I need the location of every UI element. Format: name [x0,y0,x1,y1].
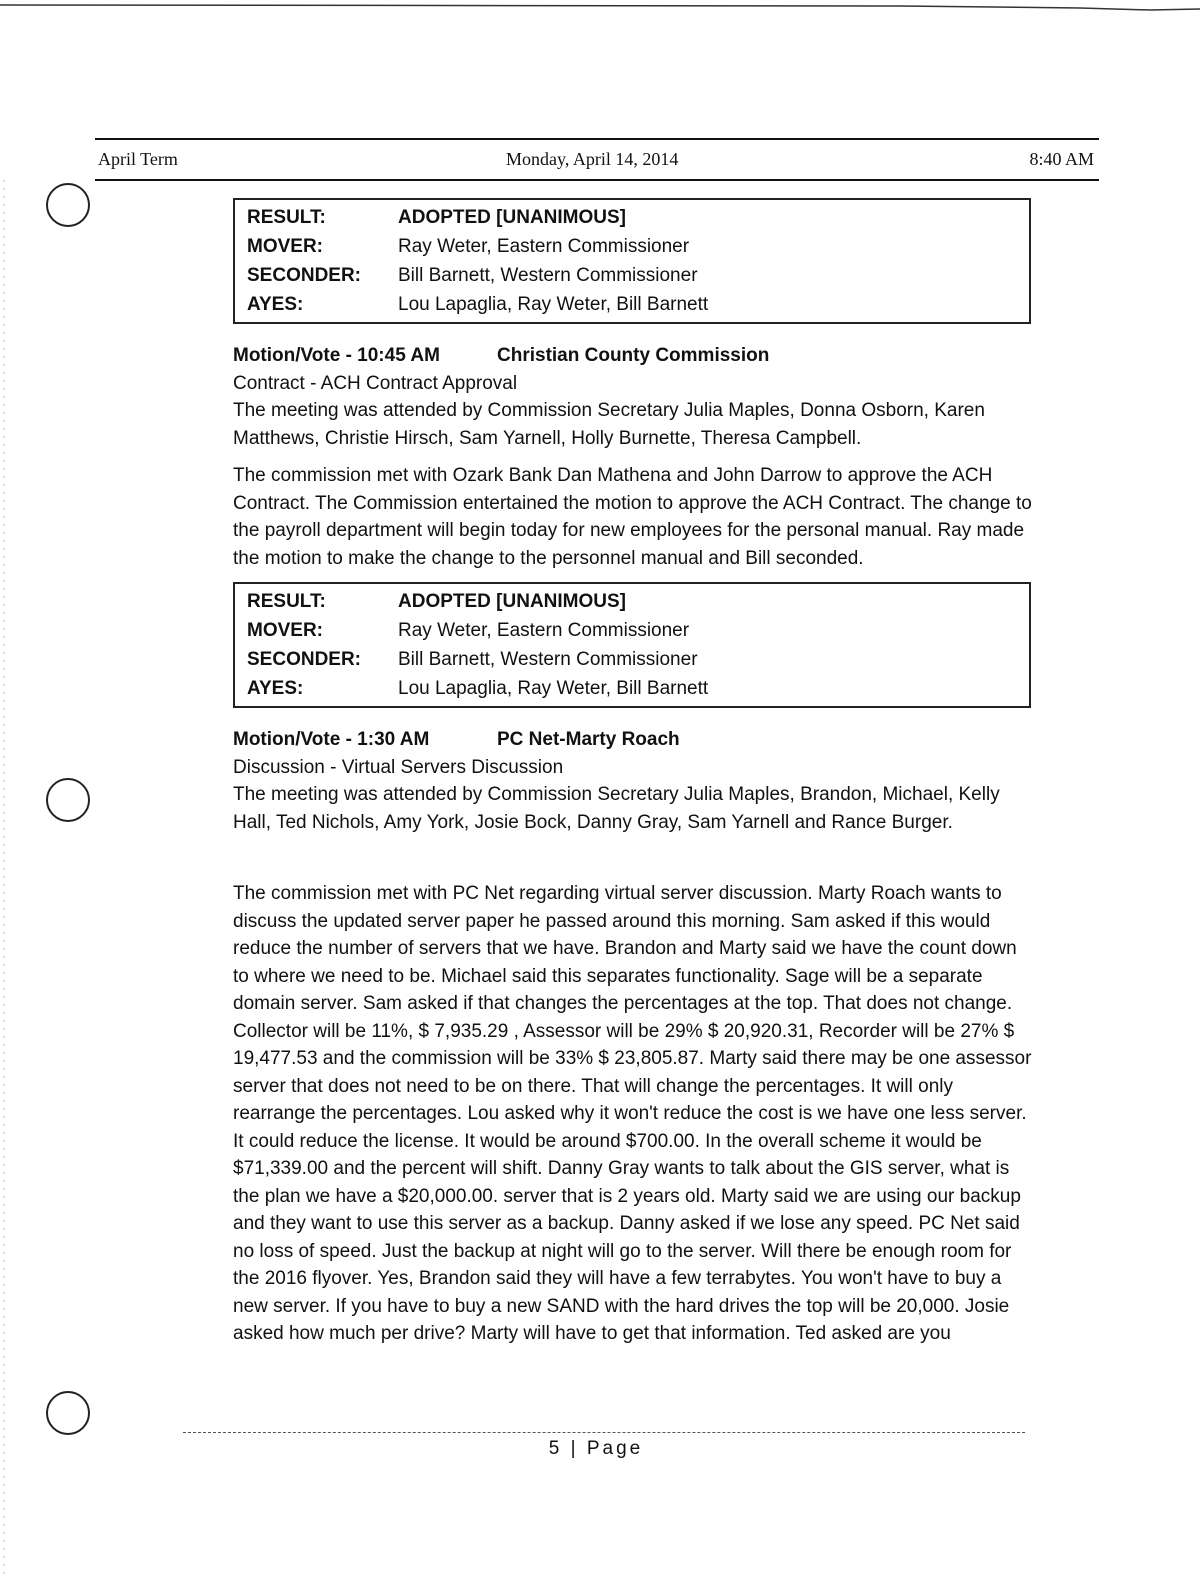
motion-attendance: The meeting was attended by Commission Secretary Julia Maples, Donna Osborn, Karen Matthews, Christie Hirsch, Sam Yarnell, Holly Burnette, Theresa Campbell. [233,400,985,449]
motion-heading-time: Motion/Vote - 1:30 AM [233,729,430,750]
vote-row-mover [247,616,1017,645]
vote-value: Bill Barnett, Western Commissioner [398,649,698,670]
vote-row-mover [247,232,1017,261]
binder-hole [46,778,90,822]
header-rule-top [95,138,1099,140]
vote-row-result [247,587,1017,616]
page-number: 5 | Page [548,1438,644,1459]
motion-heading [233,342,1033,370]
minutes-content [233,198,1033,1348]
vote-value: Lou Lapaglia, Ray Weter, Bill Barnett [398,294,709,315]
vote-label: MOVER: [247,236,323,257]
header-term: April Term [98,149,178,169]
vote-value: ADOPTED [UNANIMOUS] [398,207,626,228]
binder-hole [46,1391,90,1435]
vote-label: MOVER: [247,620,323,641]
vote-result-table [233,582,1031,708]
vote-row-seconder [247,645,1017,674]
motion-body: The commission met with Ozark Bank Dan Mathena and John Darrow to approve the ACH Contract. The Commission entertained the motion to approve the ACH Contract. The change to the payroll department will begin today for new employees for the personal manual. Ray made the motion to make the change to the personnel manual and Bill seconded. [233,465,1032,569]
vote-value: Lou Lapaglia, Ray Weter, Bill Barnett [398,678,709,699]
vote-row-seconder [247,261,1017,290]
vote-label: RESULT: [247,207,326,228]
motion-heading-title: Christian County Commission [497,345,770,366]
header-date: Monday, April 14, 2014 [506,149,679,169]
binder-hole [46,183,90,227]
vote-label: SECONDER: [247,649,362,670]
motion-subheading: Contract - ACH Contract Approval [233,372,518,394]
vote-label: RESULT: [247,591,326,612]
vote-result-table [233,198,1031,324]
vote-value: ADOPTED [UNANIMOUS] [398,591,626,612]
vote-row-result [247,203,1017,232]
vote-row-ayes [247,290,1017,319]
header-rule-bottom [95,179,1099,181]
vote-label: AYES: [247,678,304,699]
vote-label: SECONDER: [247,265,362,286]
motion-body: The commission met with PC Net regarding virtual server discussion. Marty Roach wants to discuss the updated server paper he passed around this morning. Sam asked if this would reduce the number of servers that we have. Brandon and Marty said we have the count down to where we need to be. Michael said this separates functionality. Sage will be a separate domain server. Sam asked if that changes the percentages at the top. That does not change. Collector will be 11%, $ 7,935.29 , Assessor will be 29% $ 20,920.31, Recorder will be 27% $ 19,477.53 and the commission will be 33% $ 23,805.87. Marty said there may be one assessor server that does not need to be on there. That will change the percentages. It will only rearrange the percentages. Lou asked why it won't reduce the cost is we have one less server. It could reduce the license. It would be around $700.00. In the overall scheme it would be $71,339.00 and the percent will shift. Danny Gray wants to talk about the GIS server, what is the plan we have a $20,000.00. server that is 2 years old. Marty said we are using our backup and they want to use this server as a backup. Danny asked if we lose any speed. PC Net said no loss of speed. Just the backup at night will go to the server. Will there be enough room for the 2016 flyover. Yes, Brandon said they will have a few terrabytes. You won't have to buy a new server. If you have to buy a new SAND with the hard drives the top will be 20,000. Josie asked how much per drive? Marty will have to get that information. Ted asked are you [233,883,1032,1344]
footer-rule [183,1432,1025,1433]
vote-value: Ray Weter, Eastern Commissioner [398,236,690,257]
vote-value: Ray Weter, Eastern Commissioner [398,620,690,641]
header-time: 8:40 AM [1029,149,1094,169]
motion-heading-title: PC Net-Marty Roach [497,729,680,750]
motion-heading [233,726,1033,754]
vote-label: AYES: [247,294,304,315]
scan-edge-top [0,0,1200,14]
scan-edge-left [0,0,8,1578]
vote-row-ayes [247,674,1017,703]
vote-value: Bill Barnett, Western Commissioner [398,265,698,286]
motion-heading-time: Motion/Vote - 10:45 AM [233,345,440,366]
motion-attendance: The meeting was attended by Commission Secretary Julia Maples, Brandon, Michael, Kelly Hall, Ted Nichols, Amy York, Josie Bock, Danny Gray, Sam Yarnell and Rance Burger. [233,784,1000,833]
motion-subheading: Discussion - Virtual Servers Discussion [233,756,564,778]
